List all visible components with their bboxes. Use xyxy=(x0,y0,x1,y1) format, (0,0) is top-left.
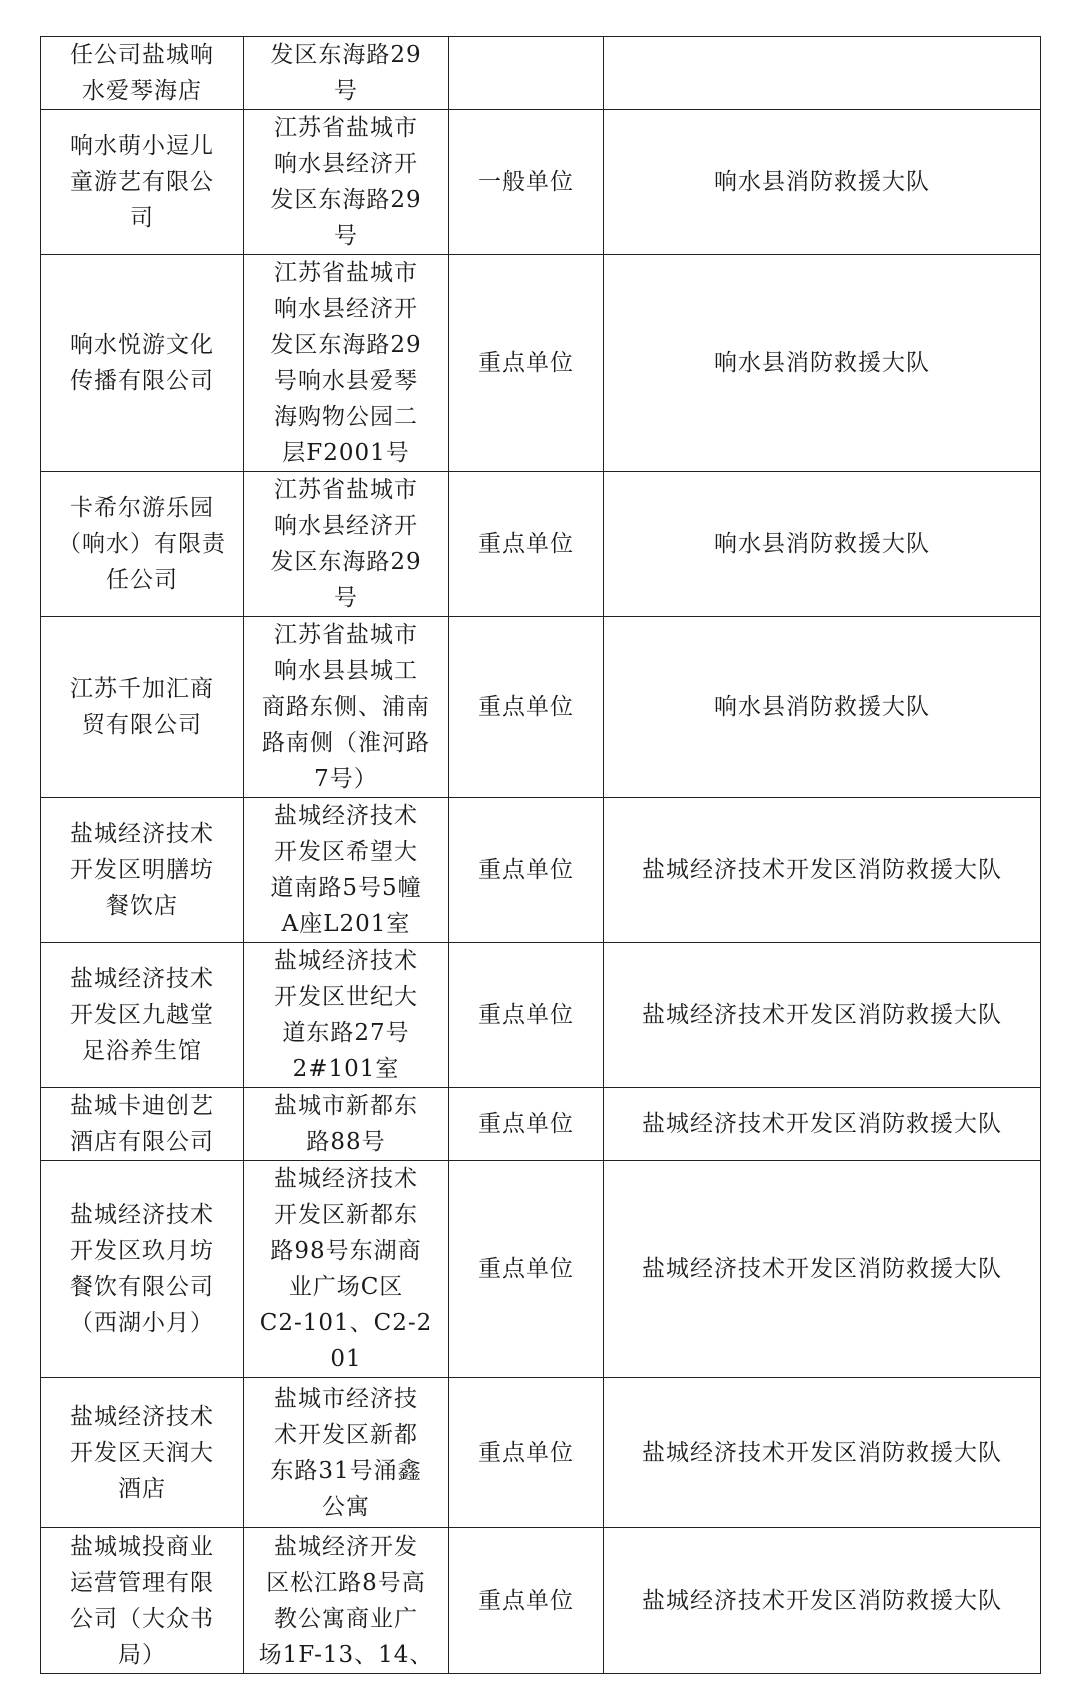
fire-brigade-cell: 响水县消防救援大队 xyxy=(604,110,1041,255)
unit-address-cell: 江苏省盐城市 响水县经济开 发区东海路29 号响水县爱琴 海购物公园二 层F2001号 xyxy=(244,255,449,472)
table-row xyxy=(41,1528,1041,1674)
unit-address-cell: 江苏省盐城市 响水县县城工 商路东侧、浦南 路南侧（淮河路 7号） xyxy=(244,617,449,798)
unit-level-cell: 重点单位 xyxy=(449,1088,604,1161)
unit-level-cell xyxy=(449,37,604,110)
unit-level-cell: 重点单位 xyxy=(449,617,604,798)
table-row xyxy=(41,472,1041,617)
table-row xyxy=(41,798,1041,943)
unit-name-cell: 江苏千加汇商 贸有限公司 xyxy=(41,617,244,798)
unit-name-cell: 盐城卡迪创艺 酒店有限公司 xyxy=(41,1088,244,1161)
unit-name-cell: 响水萌小逗儿 童游艺有限公 司 xyxy=(41,110,244,255)
unit-name-cell: 盐城城投商业 运营管理有限 公司（大众书 局） xyxy=(41,1528,244,1674)
table-row xyxy=(41,37,1041,110)
table-row xyxy=(41,255,1041,472)
unit-address-cell: 盐城经济技术 开发区希望大 道南路5号5幢 A座L201室 xyxy=(244,798,449,943)
unit-name-cell: 卡希尔游乐园 （响水）有限责 任公司 xyxy=(41,472,244,617)
unit-address-cell: 江苏省盐城市 响水县经济开 发区东海路29 号 xyxy=(244,472,449,617)
fire-brigade-cell: 响水县消防救援大队 xyxy=(604,472,1041,617)
unit-level-cell: 重点单位 xyxy=(449,1528,604,1674)
fire-brigade-cell: 盐城经济技术开发区消防救援大队 xyxy=(604,943,1041,1088)
unit-address-cell: 盐城经济技术 开发区世纪大 道东路27号 2#101室 xyxy=(244,943,449,1088)
table-row xyxy=(41,943,1041,1088)
fire-brigade-cell: 盐城经济技术开发区消防救援大队 xyxy=(604,1528,1041,1674)
unit-level-cell: 重点单位 xyxy=(449,472,604,617)
unit-name-cell: 任公司盐城响 水爱琴海店 xyxy=(41,37,244,110)
table-row xyxy=(41,1088,1041,1161)
table-row xyxy=(41,617,1041,798)
fire-brigade-cell: 盐城经济技术开发区消防救援大队 xyxy=(604,798,1041,943)
fire-brigade-cell xyxy=(604,37,1041,110)
fire-brigade-cell: 盐城经济技术开发区消防救援大队 xyxy=(604,1161,1041,1378)
unit-level-cell: 一般单位 xyxy=(449,110,604,255)
unit-address-cell: 江苏省盐城市 响水县经济开 发区东海路29 号 xyxy=(244,110,449,255)
unit-name-cell: 盐城经济技术 开发区玖月坊 餐饮有限公司 （西湖小月） xyxy=(41,1161,244,1378)
unit-level-cell: 重点单位 xyxy=(449,1378,604,1528)
fire-brigade-cell: 响水县消防救援大队 xyxy=(604,255,1041,472)
fire-brigade-cell: 响水县消防救援大队 xyxy=(604,617,1041,798)
unit-level-cell: 重点单位 xyxy=(449,943,604,1088)
table-row xyxy=(41,110,1041,255)
table-row xyxy=(41,1378,1041,1528)
unit-address-cell: 发区东海路29 号 xyxy=(244,37,449,110)
table-row xyxy=(41,1161,1041,1378)
unit-name-cell: 盐城经济技术 开发区明膳坊 餐饮店 xyxy=(41,798,244,943)
unit-level-cell: 重点单位 xyxy=(449,1161,604,1378)
unit-name-cell: 盐城经济技术 开发区九越堂 足浴养生馆 xyxy=(41,943,244,1088)
fire-safety-units-table xyxy=(40,36,1041,1674)
fire-brigade-cell: 盐城经济技术开发区消防救援大队 xyxy=(604,1088,1041,1161)
unit-name-cell: 盐城经济技术 开发区天润大 酒店 xyxy=(41,1378,244,1528)
unit-address-cell: 盐城经济开发 区松江路8号高 教公寓商业广 场1F-13、14、 xyxy=(244,1528,449,1674)
unit-address-cell: 盐城经济技术 开发区新都东 路98号东湖商 业广场C区 C2-101、C2-201 xyxy=(244,1161,449,1378)
unit-name-cell: 响水悦游文化 传播有限公司 xyxy=(41,255,244,472)
unit-level-cell: 重点单位 xyxy=(449,255,604,472)
unit-level-cell: 重点单位 xyxy=(449,798,604,943)
unit-address-cell: 盐城市经济技 术开发区新都 东路31号涌鑫 公寓 xyxy=(244,1378,449,1528)
fire-brigade-cell: 盐城经济技术开发区消防救援大队 xyxy=(604,1378,1041,1528)
unit-address-cell: 盐城市新都东 路88号 xyxy=(244,1088,449,1161)
